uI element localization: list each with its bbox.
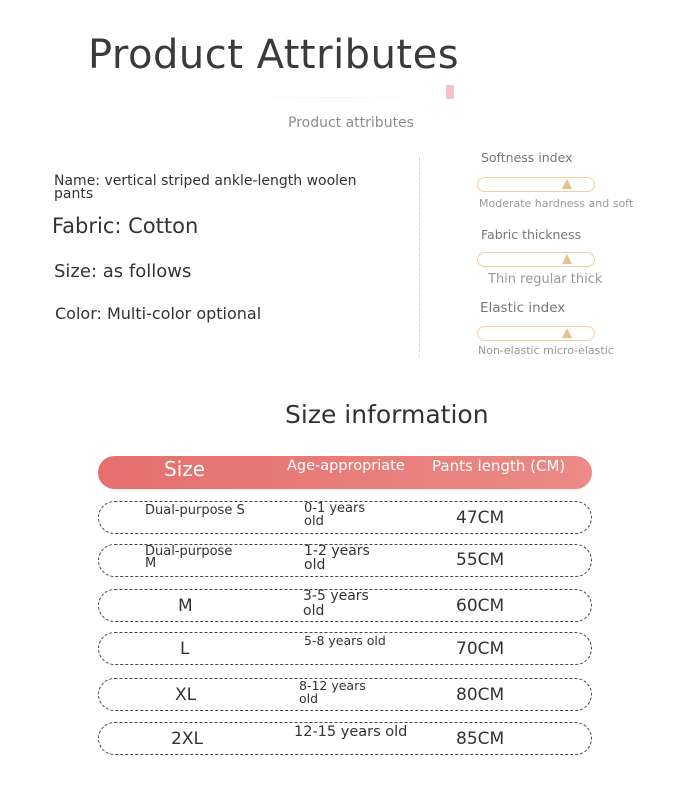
page-title: Product Attributes — [88, 32, 460, 78]
row-age: 12-15 years old — [294, 724, 408, 740]
row-size: M — [178, 596, 193, 616]
softness-index-caption: Moderate hardness and soft — [479, 197, 634, 210]
attribute-name: Name: vertical striped ankle-length woolen pants — [54, 173, 357, 202]
table-row — [98, 544, 592, 577]
column-header-size: Size — [164, 457, 206, 481]
elastic-index-scale — [477, 326, 595, 341]
fabric-thickness-label: Fabric thickness — [481, 227, 582, 242]
row-length: 55CM — [456, 550, 505, 570]
fabric-thickness-scale — [477, 252, 595, 267]
row-size: Dual-purpose S — [145, 503, 245, 518]
row-age: 8-12 years old — [299, 678, 366, 706]
fabric-thickness-marker-icon — [562, 254, 572, 264]
row-size: 2XL — [171, 729, 203, 749]
row-size: L — [180, 639, 190, 659]
section-subtitle: Product attributes — [288, 115, 414, 131]
attribute-size: Size: as follows — [54, 261, 192, 282]
row-length: 80CM — [456, 685, 505, 705]
title-accent-mark — [446, 85, 454, 99]
row-age: 0-1 years old — [304, 501, 366, 529]
elastic-index-label: Elastic index — [480, 300, 566, 316]
row-age: 5-8 years old — [304, 633, 386, 648]
table-row — [98, 722, 592, 755]
attribute-color: Color: Multi-color optional — [55, 304, 262, 323]
elastic-index-marker-icon — [562, 328, 572, 338]
table-row — [98, 632, 592, 665]
column-header-length: Pants length (CM) — [432, 457, 566, 475]
table-row — [98, 589, 592, 622]
row-size: XL — [175, 685, 197, 705]
row-size: Dual-purpose M — [145, 544, 233, 571]
row-length: 85CM — [456, 729, 505, 749]
column-header-age: Age-appropriate — [287, 458, 405, 474]
row-length: 47CM — [456, 508, 505, 528]
softness-index-label: Softness index — [481, 150, 573, 165]
row-age: 1-2 years old — [304, 543, 370, 573]
softness-index-scale — [477, 177, 595, 192]
elastic-index-caption: Non-elastic micro-elastic — [478, 344, 614, 357]
table-row — [98, 678, 592, 711]
attributes-divider — [419, 157, 420, 357]
attribute-fabric: Fabric: Cotton — [52, 214, 199, 238]
row-length: 70CM — [456, 639, 505, 659]
size-information-heading-text: Size information — [285, 400, 489, 429]
fabric-thickness-caption: Thin regular thick — [488, 272, 603, 287]
table-row — [98, 501, 592, 534]
size-table-header — [98, 456, 592, 489]
title-underline — [220, 97, 450, 98]
row-age: 3-5 years old — [303, 588, 369, 619]
softness-index-marker-icon — [562, 179, 572, 189]
row-length: 60CM — [456, 596, 505, 616]
